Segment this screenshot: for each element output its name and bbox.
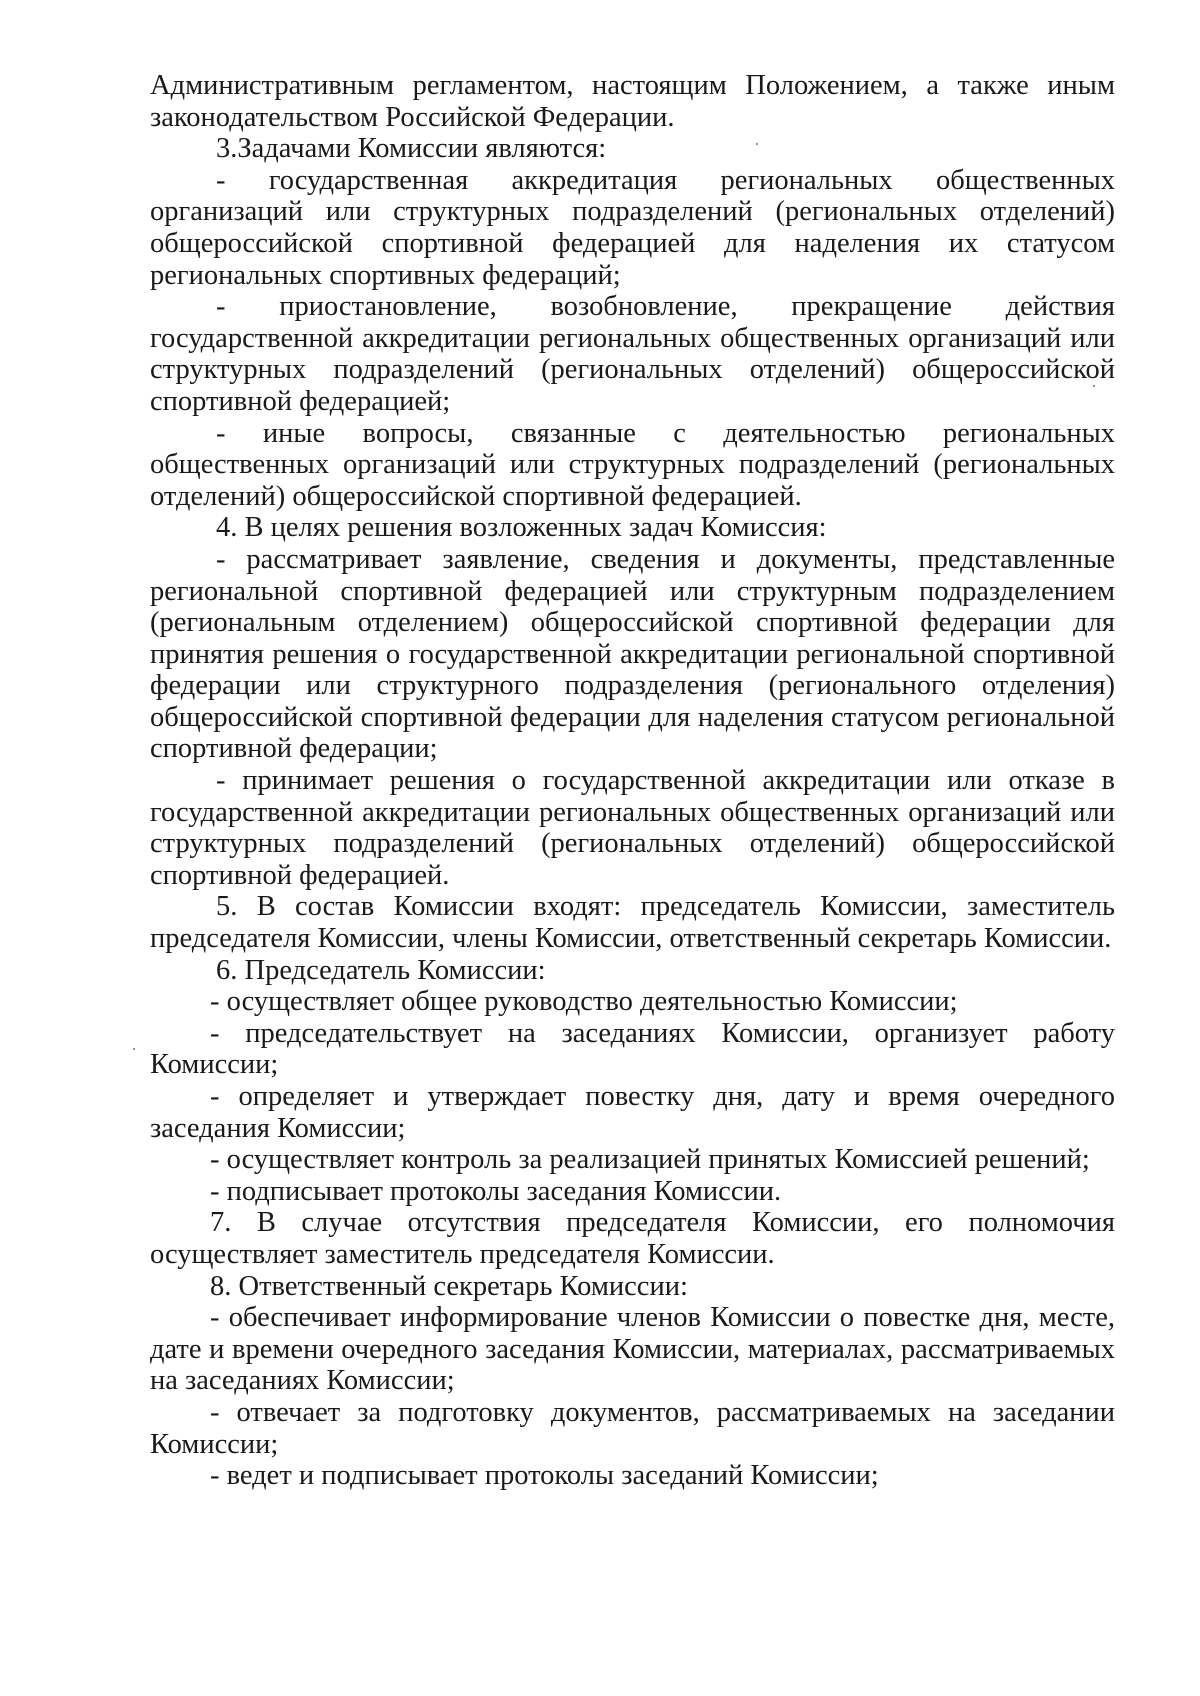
scan-speck	[1093, 385, 1095, 387]
paragraph-section-3-heading: 3.Задачами Комиссии являются:	[216, 133, 607, 165]
paragraph-secretary-minutes: - ведет и подписывает протоколы заседаний Комиссии;	[210, 1460, 879, 1492]
paragraph-task-suspension: - приостановление, возобновление, прекращение действия государственной аккредитации региональных общественных организаций или структурных подразделений (региональных отделений) общероссийской спортивной федерацией;	[150, 291, 1115, 417]
paragraph-secretary-prepares: - отвечает за подготовку документов, рассматриваемых на заседании Комиссии;	[150, 1396, 1115, 1460]
paragraph-chair-general: - осуществляет общее руководство деятельностью Комиссии;	[210, 986, 958, 1018]
scan-speck	[133, 1048, 135, 1050]
paragraph-function-decision: - принимает решения о государственной аккредитации или отказе в государственной аккредитации региональных общественных организаций или структурных подразделений (региональных отделений) общероссийской спортивной федерацией.	[150, 765, 1115, 891]
paragraph-section-7: 7. В случае отсутствия председателя Комиссии, его полномочия осуществляет заместитель председателя Комиссии.	[150, 1207, 1115, 1270]
paragraph-chair-agenda: - определяет и утверждает повестку дня, дату и время очередного заседания Комиссии;	[150, 1081, 1115, 1144]
paragraph-section-5: 5. В состав Комиссии входят: председатель Комиссии, заместитель председателя Комиссии, члены Комиссии, ответственный секретарь Комиссии.	[150, 891, 1115, 955]
paragraph-chair-signs: - подписывает протоколы заседания Комиссии.	[210, 1175, 782, 1207]
paragraph-task-accreditation: - государственная аккредитация региональных общественных организаций или структурных подразделений (региональных отделений) общероссийской спортивной федерацией для наделения их статусом региональных спортивных федераций;	[150, 164, 1115, 291]
paragraph-section-8-heading: 8. Ответственный секретарь Комиссии:	[210, 1270, 688, 1302]
paragraph-continuation: Административным регламентом, настоящим Положением, а также иным законодательством Российской Федерации.	[150, 70, 1115, 133]
paragraph-task-other: - иные вопросы, связанные с деятельностью региональных общественных организаций или структурных подразделений (региональных отделений) общероссийской спортивной федерацией.	[150, 417, 1115, 512]
document-body	[150, 70, 1115, 1492]
paragraph-chair-presides: - председательствует на заседаниях Комиссии, организует работу Комиссии;	[150, 1017, 1115, 1081]
scan-speck	[756, 143, 758, 145]
paragraph-secretary-informs: - обеспечивает информирование членов Комиссии о повестке дня, месте, дате и времени очередного заседания Комиссии, материалах, рассматриваемых на заседаниях Комиссии;	[150, 1302, 1115, 1397]
paragraph-function-review: - рассматривает заявление, сведения и документы, представленные региональной спортивной федерацией или структурным подразделением (региональным отделением) общероссийской спортивной федерации для принятия решения о государственной аккредитации региональной спортивной федерации или структурного подразделения (регионального отделения) общероссийской спортивной федерации для наделения статусом региональной спортивной федерации;	[150, 543, 1115, 765]
paragraph-section-4-heading: 4. В целях решения возложенных задач Комиссия:	[216, 512, 827, 544]
paragraph-section-6-heading: 6. Председатель Комиссии:	[216, 954, 546, 986]
paragraph-chair-control: - осуществляет контроль за реализацией принятых Комиссией решений;	[210, 1144, 1090, 1176]
